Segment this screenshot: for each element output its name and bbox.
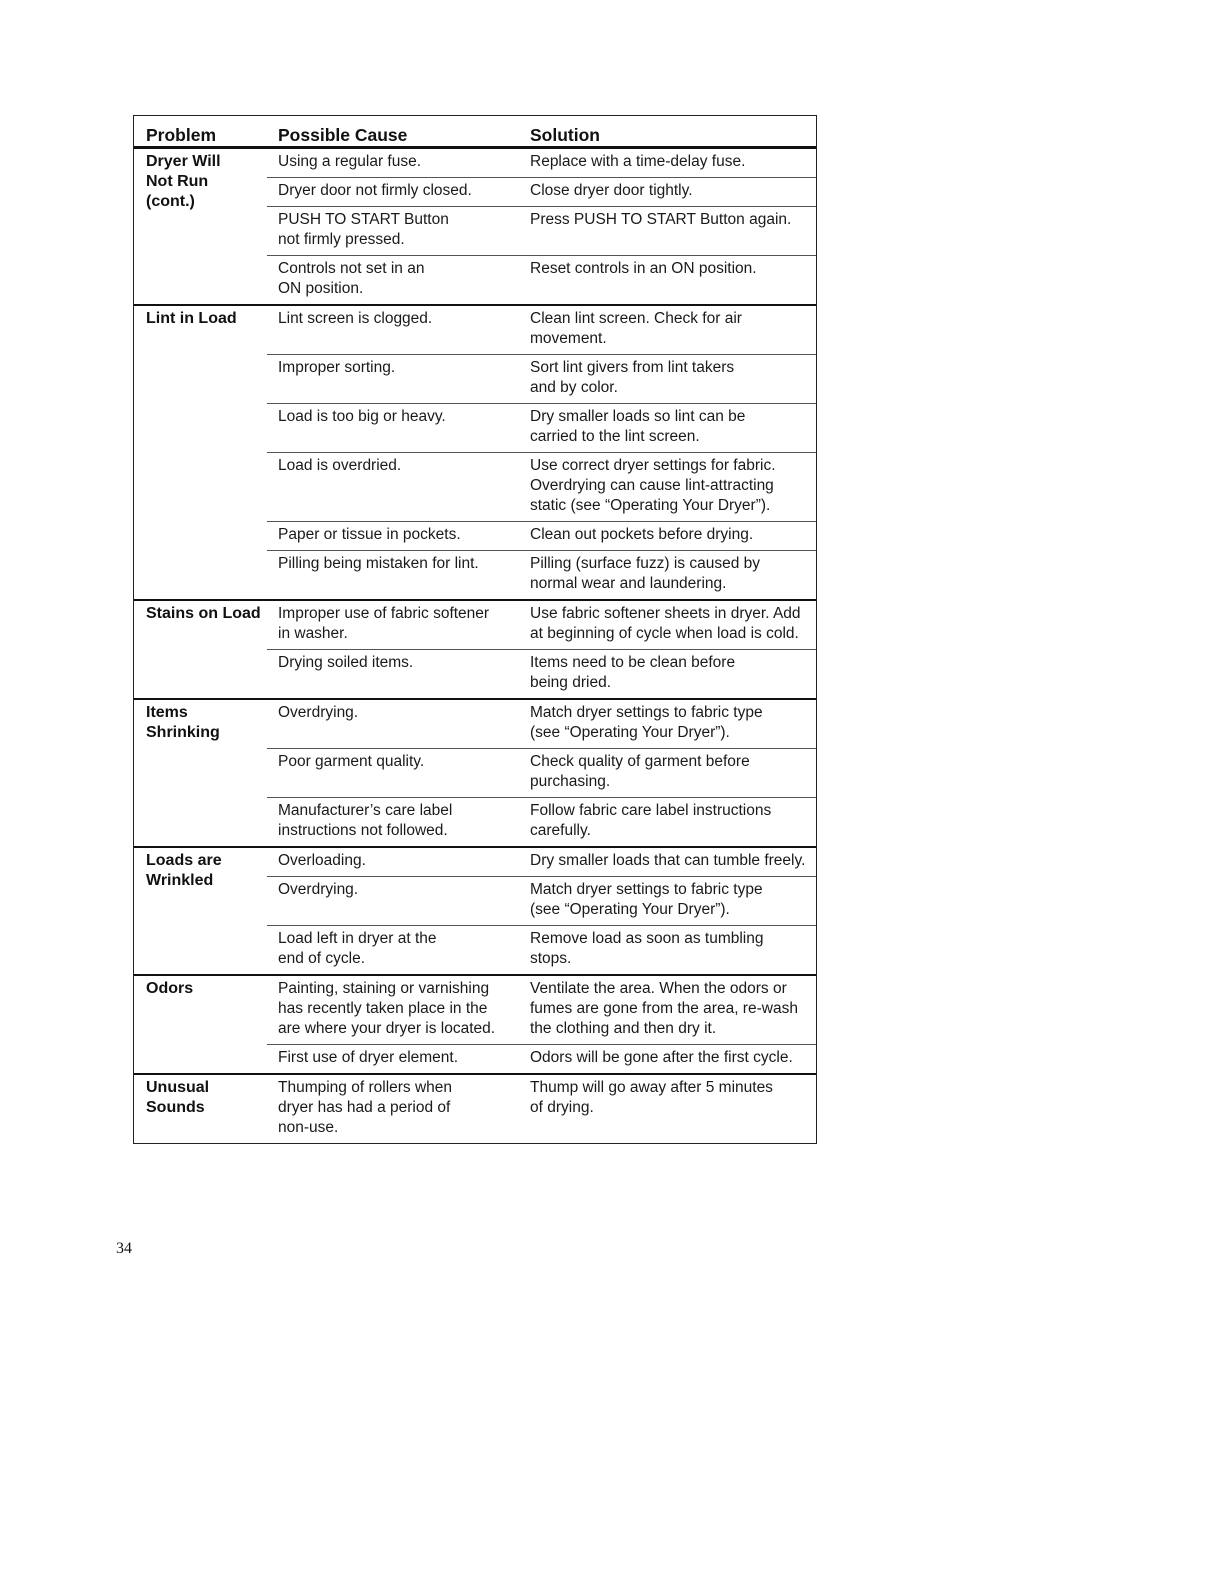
solution-cell: Sort lint givers from lint takers and by color. bbox=[530, 359, 735, 396]
possible-cause-cell: Drying soiled items. bbox=[278, 654, 414, 671]
problem-group-odors bbox=[134, 976, 816, 1075]
table-row bbox=[267, 178, 816, 207]
solution-cell: Remove load as soon as tumbling stops. bbox=[530, 930, 764, 967]
possible-cause-cell: Using a regular fuse. bbox=[278, 153, 422, 170]
solution-cell: Dry smaller loads that can tumble freely. bbox=[530, 852, 806, 869]
possible-cause-cell: Thumping of rollers when dryer has had a period of non-use. bbox=[278, 1079, 453, 1136]
solution-cell: Check quality of garment before purchasing. bbox=[530, 753, 750, 790]
problem-label: Stains on Load bbox=[146, 605, 261, 622]
table-row bbox=[267, 404, 816, 453]
possible-cause-cell: Controls not set in an ON position. bbox=[278, 260, 425, 297]
problem-group-lint-in-load bbox=[134, 306, 816, 601]
table-row bbox=[267, 1075, 816, 1143]
possible-cause-cell: Poor garment quality. bbox=[278, 753, 425, 770]
possible-cause-cell: Overdrying. bbox=[278, 881, 359, 898]
table-row bbox=[267, 700, 816, 749]
cause-solution-rows bbox=[267, 306, 816, 599]
possible-cause-cell: Load is overdried. bbox=[278, 457, 402, 474]
problem-label: Lint in Load bbox=[146, 310, 237, 327]
cause-solution-rows bbox=[267, 601, 816, 698]
solution-cell: Follow fabric care label instructions carefully. bbox=[530, 802, 772, 839]
cause-solution-rows bbox=[267, 976, 816, 1073]
problem-label: Items Shrinking bbox=[146, 704, 220, 741]
possible-cause-cell: Manufacturer’s care label instructions not followed. bbox=[278, 802, 453, 839]
solution-cell: Ventilate the area. When the odors or fumes are gone from the area, re-wash the clothing and then dry it. bbox=[530, 980, 798, 1037]
header-solution: Solution bbox=[530, 125, 600, 145]
table-body bbox=[134, 149, 816, 1143]
possible-cause-cell: Improper sorting. bbox=[278, 359, 396, 376]
problem-group-loads-are-wrinkled bbox=[134, 848, 816, 976]
solution-cell: Close dryer door tightly. bbox=[530, 182, 693, 199]
table-row bbox=[267, 149, 816, 178]
table-row bbox=[267, 207, 816, 256]
problem-group-items-shrinking bbox=[134, 700, 816, 848]
solution-cell: Odors will be gone after the first cycle. bbox=[530, 1049, 793, 1066]
cause-solution-rows bbox=[267, 149, 816, 304]
possible-cause-cell: Load is too big or heavy. bbox=[278, 408, 446, 425]
table-row bbox=[267, 798, 816, 846]
table-row bbox=[267, 650, 816, 698]
possible-cause-cell: Pilling being mistaken for lint. bbox=[278, 555, 479, 572]
solution-cell: Match dryer settings to fabric type (see “Operating Your Dryer”). bbox=[530, 881, 763, 918]
page-number: 34 bbox=[116, 1240, 132, 1257]
cause-solution-rows bbox=[267, 1075, 816, 1143]
table-row bbox=[267, 551, 816, 599]
table-row bbox=[267, 749, 816, 798]
table-header bbox=[134, 116, 816, 149]
table-row bbox=[267, 355, 816, 404]
solution-cell: Press PUSH TO START Button again. bbox=[530, 211, 792, 228]
table-row bbox=[267, 926, 816, 974]
table-row bbox=[267, 522, 816, 551]
cause-solution-rows bbox=[267, 848, 816, 974]
solution-cell: Reset controls in an ON position. bbox=[530, 260, 757, 277]
solution-cell: Match dryer settings to fabric type (see “Operating Your Dryer”). bbox=[530, 704, 763, 741]
solution-cell: Use correct dryer settings for fabric. Overdrying can cause lint-attracting static (see “Operating Your Dryer”). bbox=[530, 457, 776, 514]
possible-cause-cell: Paper or tissue in pockets. bbox=[278, 526, 461, 543]
problem-group-stains-on-load bbox=[134, 601, 816, 700]
table-row bbox=[267, 601, 816, 650]
possible-cause-cell: Overdrying. bbox=[278, 704, 359, 721]
table-row bbox=[267, 1045, 816, 1073]
possible-cause-cell: PUSH TO START Button not firmly pressed. bbox=[278, 211, 449, 248]
cause-solution-rows bbox=[267, 700, 816, 846]
header-possible-cause: Possible Cause bbox=[278, 125, 408, 145]
table-row bbox=[267, 453, 816, 522]
solution-cell: Use fabric softener sheets in dryer. Add at beginning of cycle when load is cold. bbox=[530, 605, 801, 642]
problem-group-dryer-will-not-run-cont bbox=[134, 149, 816, 306]
possible-cause-cell: Dryer door not firmly closed. bbox=[278, 182, 472, 199]
table-row bbox=[267, 976, 816, 1045]
solution-cell: Replace with a time-delay fuse. bbox=[530, 153, 746, 170]
solution-cell: Clean lint screen. Check for air movement. bbox=[530, 310, 742, 347]
solution-cell: Clean out pockets before drying. bbox=[530, 526, 754, 543]
problem-label: Dryer Will Not Run (cont.) bbox=[146, 153, 221, 210]
solution-cell: Items need to be clean before being dried. bbox=[530, 654, 736, 691]
possible-cause-cell: Painting, staining or varnishing has recently taken place in the are where your dryer is located. bbox=[278, 980, 496, 1037]
possible-cause-cell: Load left in dryer at the end of cycle. bbox=[278, 930, 437, 967]
possible-cause-cell: First use of dryer element. bbox=[278, 1049, 459, 1066]
table-row bbox=[267, 256, 816, 304]
troubleshooting-table bbox=[133, 115, 817, 1144]
problem-label: Odors bbox=[146, 980, 194, 997]
possible-cause-cell: Lint screen is clogged. bbox=[278, 310, 433, 327]
problem-label: Unusual Sounds bbox=[146, 1079, 210, 1116]
solution-cell: Thump will go away after 5 minutes of drying. bbox=[530, 1079, 773, 1116]
header-problem: Problem bbox=[146, 125, 217, 145]
table-row bbox=[267, 306, 816, 355]
problem-group-unusual-sounds bbox=[134, 1075, 816, 1143]
table-row bbox=[267, 877, 816, 926]
possible-cause-cell: Improper use of fabric softener in washer. bbox=[278, 605, 490, 642]
solution-cell: Dry smaller loads so lint can be carried to the lint screen. bbox=[530, 408, 746, 445]
solution-cell: Pilling (surface fuzz) is caused by normal wear and laundering. bbox=[530, 555, 761, 592]
table-row bbox=[267, 848, 816, 877]
possible-cause-cell: Overloading. bbox=[278, 852, 366, 869]
problem-label: Loads are Wrinkled bbox=[146, 852, 222, 889]
